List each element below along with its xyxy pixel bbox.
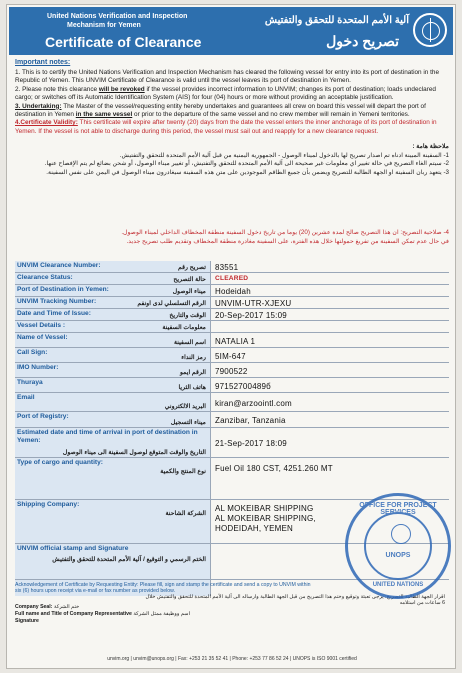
- arabic-validity-note: 4- صلاحية التصريح: ان هذا التصريح صالح لمدة عشرين (20) يوما من تاريخ دخول السفينة منطقة المخطاف الداخلي لميناء الوصول. في حال عدم تمكن السفينة من تفريغ حمولتها خلال هذه الفترة، على السفينة مغادرة منطقة المخطاف وتقديم طلب تصريح جديد.: [121, 229, 449, 245]
- row-call-sign: Call Sign: رمز النداء 5IM-647: [15, 348, 449, 363]
- clearance-status-badge: CLEARED: [215, 275, 249, 282]
- imo-number: 7900522: [215, 367, 248, 376]
- row-issue-date: Date and Time of Issue: الوقت والتاريخ 20-Sep-2017 15:09: [15, 309, 449, 321]
- footer-contacts: unvim.org | unvim@unops.org | Fax: +253 21 35 52 41 | Phone: +253 77 86 52 24 | UNOPS is ISO 9001 certified: [107, 656, 357, 662]
- row-email: Email البريد الالكتروني kiran@arzoointl.com: [15, 393, 449, 412]
- vessel-name: NATALIA 1: [215, 337, 256, 346]
- header-org-line2: Mechanism for Yemen: [67, 22, 141, 29]
- company-seal-label: Company Seal:: [15, 604, 53, 610]
- note-2: 2. Please note this clearance will be revoked if the vessel provides incorrect information to UNVIM; changes its port of destination; loads undeclared cargo; or switches off its Automatic Identification System (AIS) for four (04) hours or more without providing an acceptable justification.: [15, 85, 436, 102]
- vessel-email: kiran@arzoointl.com: [215, 399, 292, 408]
- acknowledgement-text-arabic: اقرار الجهة الطالبة للتصريح: يرجى تعبئة وتوقيع وختم هذا التصريح من قبل الجهة الطالبة وارساله الى آلية الأمم المتحدة للتحقق والتفتيش خلال 6 ساعات من استلامه: [145, 594, 445, 607]
- estimated-arrival: 21-Sep-2017 18:09: [215, 439, 287, 448]
- arabic-note-1: 1- السفينة المبينة ادناه تم اصدار تصريح لها بالدخول لميناء الوصول - الجمهورية اليمنية من قبل آلية الأمم المتحدة للتحقق والتفتيش.: [119, 151, 449, 159]
- note-1: 1. This is to certify the United Nations Verification and Inspection Mechanism has cleared the following vessel for entry into its port of destination in the Republic of Yemen. This UNVIM Certificate of Clearance is valid until the vessel leaves its port of destination in Yemen.: [15, 69, 440, 85]
- header-banner: [9, 7, 453, 55]
- header-org-arabic: آلية الأمم المتحدة للتحقق والتفتيش: [264, 15, 409, 26]
- row-cargo: Type of cargo and quantity: نوع المنتج والكمية Fuel Oil 180 CST, 4251.260 MT: [15, 458, 449, 500]
- issue-date-time: 20-Sep-2017 15:09: [215, 311, 287, 320]
- row-clearance-status: Clearance Status: حالة التصريح CLEARED: [15, 273, 449, 285]
- representative-label: Full name and Title of Company Representative: [15, 611, 132, 617]
- unops-stamp: OFFICE FOR PROJECT SERVICES UNOPS UNITED NATIONS: [345, 493, 451, 599]
- important-notes: [15, 69, 449, 136]
- port-of-destination: Hodeidah: [215, 287, 251, 296]
- row-vessel-details-heading: Vessel Details : معلومات السفينة: [15, 321, 449, 333]
- note-4: 4.Certificate Validity: This certificate will expire after twenty (20) days from the date the vessel enters the inner anchorage of its port of destination in Yemen. If the vessel is not able to discharge during this period, the vessel must sail out and reapply for a new clearance request.: [15, 119, 437, 135]
- row-tracking-number: UNVIM Tracking Number: الرقم التسلسلي لدى اونفم UNVIM-UTR-XJEXU: [15, 297, 449, 309]
- header-org-line1: United Nations Verification and Inspection: [47, 13, 188, 20]
- acknowledgement-text: Acknowledgement of Certificate by Requesting Entity: Please fill, sign and stamp the certificate and send a copy to UNVIM within six (6) hours upon receipt via e-mail or fax number as provided below.: [15, 582, 311, 595]
- row-eta: Estimated date and time of arrival in port of destination in Yemen: التاريخ والوقت المتوقع لوصول السفينة الى ميناء الوصول 21-Sep-2017 18:09: [15, 428, 449, 458]
- port-of-registry: Zanzibar, Tanzania: [215, 416, 286, 425]
- certificate-title-arabic: تصريح دخول: [326, 33, 399, 49]
- row-port-registry: Port of Registry: ميناء التسجيل Zanzibar, Tanzania: [15, 412, 449, 428]
- certificate-page: [6, 4, 456, 669]
- arabic-note-3: 3- يتعهد ربان السفينة او الجهة الطالبة للتصريح ويضمن بأن جميع الطاقم الموجودين على متن هذه السفينة سيغادرون ميناء الوصول في اليمن على نفس السفينة.: [46, 168, 449, 176]
- arabic-note-2: 2- سيتم الغاء التصريح في حالة تغيير اي معلومات غير صحيحة الى آلية الأمم المتحدة للتحقق والتفتيش، أو تغيير ميناء الوصول، أو شحن بضائع لم يتم الإفصاح عنها.: [44, 160, 449, 168]
- row-thuraya: Thuraya هاتف الثريا 97152700489б: [15, 378, 449, 393]
- row-clearance-number: UNVIM Clearance Number: تصريح رقم 83551: [15, 261, 449, 273]
- certificate-title: Certificate of Clearance: [45, 34, 202, 50]
- un-emblem-icon: [413, 13, 447, 47]
- row-imo-number: IMO Number: الرقم ايمو 7900522: [15, 363, 449, 378]
- cargo-type-quantity: Fuel Oil 180 CST, 4251.260 MT: [215, 464, 333, 473]
- shipping-company: AL MOKEIBAR SHIPPING AL MOKEIBAR SHIPPING, HODEIDAH, YEMEN: [215, 504, 316, 533]
- important-notes-heading: Important notes:: [15, 59, 71, 66]
- row-stamp-signature: UNVIM official stamp and Signature الختم الرسمي و التوقيع / آلية الأمم المتحدة للتحقق والتفتيش: [15, 544, 449, 596]
- signature-label: Signature: [15, 618, 39, 624]
- acknowledgement-fields: Company Seal: ختم الشركة Full name and Title of Company Representative اسم ووظيفة ممثل الشركة Signature: [15, 604, 191, 624]
- row-shipping-company: Shipping Company: الشركة الشاحنة AL MOKEIBAR SHIPPING AL MOKEIBAR SHIPPING, HODEIDAH, YEMEN: [15, 500, 449, 544]
- tracking-number: UNVIM-UTR-XJEXU: [215, 299, 292, 308]
- note-3: 3. Undertaking: The Master of the vessel/requesting entity hereby undertakes and guarantees all crew on board this vessel will depart the port of destination in Yemen in the same vessel or prior to the departure of the same vessel and no crew member will remain in Yemeni territories.: [15, 102, 426, 119]
- stamp-inner-ring: [364, 512, 432, 580]
- call-sign: 5IM-647: [215, 352, 246, 361]
- arabic-notes-heading: ملاحظة هامة :: [412, 143, 449, 150]
- arabic-notes: [15, 143, 449, 177]
- row-vessel-name: Name of Vessel: اسم السفينة NATALIA 1: [15, 333, 449, 348]
- thuraya-number: 97152700489б: [215, 382, 271, 391]
- row-port-destination: Port of Destination in Yemen: ميناء الوصول Hodeidah: [15, 285, 449, 297]
- globe-icon: [391, 524, 411, 544]
- clearance-number: 83551: [215, 263, 239, 272]
